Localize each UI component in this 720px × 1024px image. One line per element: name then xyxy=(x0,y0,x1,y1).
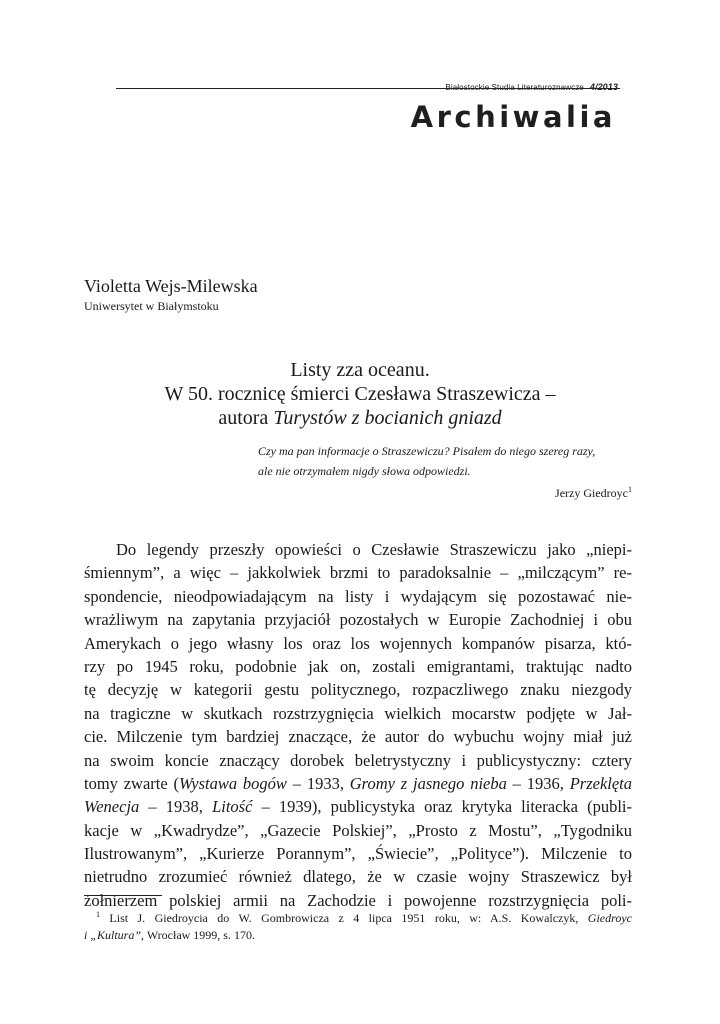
text-run: – 1933, xyxy=(286,773,350,793)
text-run: – 1939), publicystyka oraz krytyka literacka (publi- xyxy=(252,797,632,817)
body-line: na tragiczne w skutkach rozstrzygnięcia wielkich mocarstw podjęte w Jał- xyxy=(84,703,632,723)
book-title: Litość xyxy=(212,797,253,817)
body-line: wrażliwym na zapytania przyjaciół pozostałych w Europie Zachodniej i obu xyxy=(84,610,632,630)
footnote-number: 1 xyxy=(96,910,100,919)
issue-number: 4/2013 xyxy=(589,82,618,92)
body-line: na swoim koncie znaczący dorobek beletrystyczny i publicystyczny: cztery xyxy=(84,750,632,770)
book-title: Wystawa bogów xyxy=(179,773,287,793)
author-affiliation: Uniwersytet w Białymstoku xyxy=(84,299,219,313)
body-line: Ilustrowanym”, „Kurierze Porannym”, „Świecie”, „Polityce”). Milczenie to xyxy=(84,844,632,864)
body-line: nietrudno zrozumieć również dlatego, że w czasie wojny Straszewicz był xyxy=(84,867,632,887)
footnote-rule xyxy=(84,895,162,896)
footnote-ref[interactable]: 1 xyxy=(628,485,632,494)
body-line: rzy po 1945 roku, podobnie jak on, zostali emigrantami, traktując nadto xyxy=(84,656,632,676)
body-line: spondencie, nieodpowiadającym na listy i wydającym się pozostawać nie- xyxy=(84,586,632,606)
body-line: Amerykach o jego własny los oraz los wojennych kompanów pisarza, któ- xyxy=(84,633,632,653)
book-title: Gromy z jasnego nieba xyxy=(349,773,507,793)
journal-header xyxy=(445,82,618,92)
epigraph-line-1: Czy ma pan informacje o Straszewiczu? Pisałem do niego szereg razy, xyxy=(258,444,596,458)
footnote xyxy=(84,906,632,944)
book-title: Przeklęta xyxy=(569,773,633,793)
body-line: tę decyzję w kategorii gestu politycznego, rozpaczliwego znaku niezgody xyxy=(84,680,632,700)
body-line: kacje w „Kwadrydze”, „Gazecie Polskiej”, „Prosto z Mostu”, „Tygodniku xyxy=(84,820,632,840)
title-italic: Turystów z bocianich gniazd xyxy=(273,407,502,429)
text-run: List J. Giedroycia do W. Gombrowicza z 4 lipca 1951 roku, w: A.S. Kowalczyk, xyxy=(100,911,588,925)
footnote-line xyxy=(84,927,632,944)
epigraph-author xyxy=(555,485,632,501)
article-title-line-2: W 50. rocznicę śmierci Czesława Straszewicza – xyxy=(164,383,556,405)
section-title: Archiwalia xyxy=(410,100,616,134)
book-title: Wenecja xyxy=(84,797,140,817)
footnote-line xyxy=(84,906,632,927)
title-prefix: autora xyxy=(218,407,274,429)
text-run: tomy zwarte ( xyxy=(84,773,180,793)
text-run: , Wrocław 1999, s. 170. xyxy=(141,928,255,942)
article-title-line-1: Listy zza oceanu. xyxy=(290,359,430,381)
book-title: i „Kultura” xyxy=(84,928,142,942)
text-run: – 1938, xyxy=(139,797,213,817)
author-name: Violetta Wejs-Milewska xyxy=(84,276,258,296)
text-run: – 1936, xyxy=(506,773,570,793)
header-rule xyxy=(116,88,620,89)
epigraph-line-2: ale nie otrzymałem nigdy słowa odpowiedzi. xyxy=(258,464,471,478)
article-title-line-3 xyxy=(84,406,636,430)
body-line: żołnierzem polskiej armii na Zachodzie i powojenne rozstrzygnięcia poli- xyxy=(84,890,632,910)
body-line xyxy=(84,772,632,795)
body-line xyxy=(84,795,632,818)
body-line: cie. Milczenie tym bardziej znaczące, że autor do wybuchu wojny miał już xyxy=(84,727,632,747)
body-line: Do legendy przeszły opowieści o Czesławie Straszewiczu jako „niepi- xyxy=(116,540,632,559)
body-paragraph xyxy=(84,538,632,912)
journal-name: Białostockie Studia Literaturoznawcze xyxy=(445,83,584,92)
body-line: śmiennym”, a więc – jakkolwiek brzmi to paradoksalnie – „milczącym” re- xyxy=(84,563,632,583)
book-title: Giedroyc xyxy=(587,911,632,925)
epigraph-author-name: Jerzy Giedroyc xyxy=(555,486,628,500)
